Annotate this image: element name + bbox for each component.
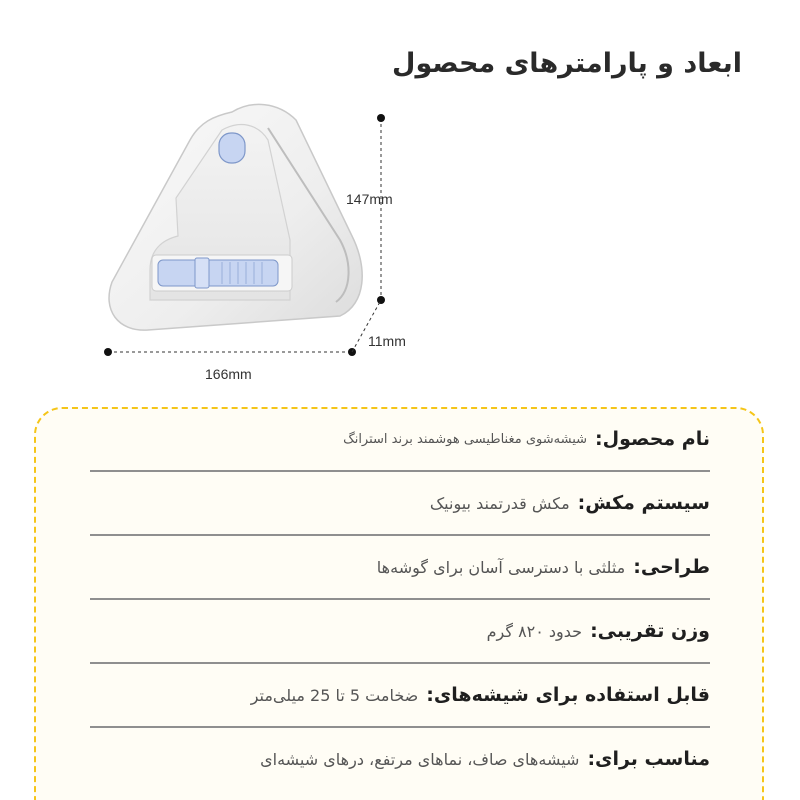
spec-value: مکش قدرتمند بیونیک <box>429 493 570 513</box>
spec-label: مناسب برای: <box>587 748 710 770</box>
spec-row-glass-thickness <box>90 664 710 728</box>
spec-label: قابل استفاده برای شیشه‌های: <box>426 684 710 706</box>
height-dimension-line <box>377 114 385 304</box>
spec-value: مثلثی با دسترسی آسان برای گوشه‌ها <box>376 557 626 577</box>
height-label: 147mm <box>346 191 393 207</box>
spec-list <box>90 408 710 790</box>
page-title: ابعاد و پارامترهای محصول <box>392 48 742 79</box>
width-dimension-line <box>104 348 356 356</box>
device-handle-grip <box>195 258 209 288</box>
spec-value: حدود ۸۲۰ گرم <box>486 621 583 641</box>
depth-label: 11mm <box>368 333 406 349</box>
spec-label: طراحی: <box>633 556 710 578</box>
spec-label: نام محصول: <box>595 428 710 450</box>
spec-value: شیشه‌های صاف، نماهای مرتفع، درهای شیشه‌ای <box>260 749 580 769</box>
spec-row-weight <box>90 600 710 664</box>
spec-value: شیشه‌شوی مغناطیسی هوشمند برند استرانگ <box>343 431 588 447</box>
width-label: 166mm <box>205 366 252 382</box>
spec-row-suitable-for <box>90 728 710 790</box>
spec-row-design <box>90 536 710 600</box>
device-handle <box>158 260 278 286</box>
spec-row-product-name <box>90 408 710 472</box>
spec-row-suction <box>90 472 710 536</box>
spec-label: سیستم مکش: <box>577 492 710 514</box>
spec-value: ضخامت 5 تا 25 میلی‌متر <box>250 685 419 705</box>
spec-label: وزن تقریبی: <box>590 620 710 642</box>
device-top-button <box>219 133 245 163</box>
